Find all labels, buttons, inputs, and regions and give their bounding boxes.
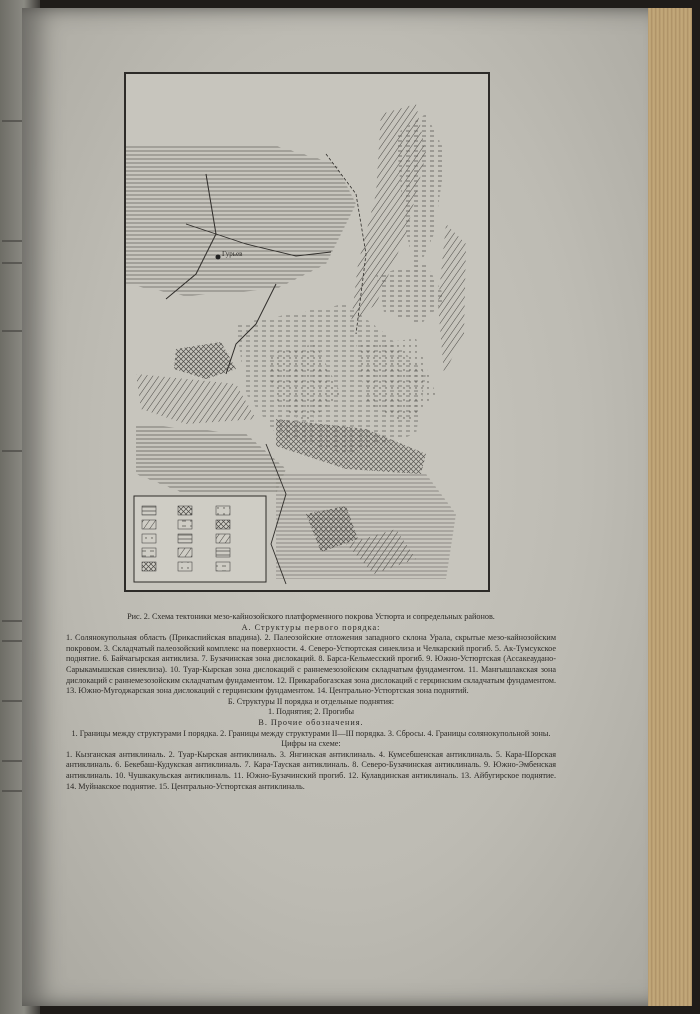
figure-caption <box>66 612 556 792</box>
caption-title: Рис. 2. Схема тектоники мезо-кайнозойского платформенного покрова Устюрта и сопредельных районов. <box>127 612 495 621</box>
tectonic-map-figure <box>124 72 490 592</box>
map-town-label: Гурьев <box>222 250 243 258</box>
digits-heading: Цифры на схеме: <box>281 739 341 749</box>
section-a-heading: А. Структуры первого порядка: <box>241 622 381 632</box>
section-b-text: 1. Поднятия; 2. Прогибы <box>267 707 354 717</box>
tectonic-map-drawing <box>126 74 488 590</box>
section-c-text: 1. Границы между структурами I порядка. 2. Границы между структурами II—III порядка. 3. Сбросы. 4. Границы солянокупольной зоны. <box>71 728 551 738</box>
section-b-heading: Б. Структуры II порядка и отдельные поднятия: <box>227 696 395 706</box>
page-stack-edge <box>648 8 692 1006</box>
section-c-heading: В. Прочие обозначения. <box>258 717 364 727</box>
digits-text: 1. Кызганская антиклиналь. 2. Туар-Кырская антиклиналь. 3. Янгинская антиклиналь. 4. Кумсебшенская антиклиналь. 5. Кара-Шорская антиклиналь. 6. Бекебаш-Кудукская антиклиналь. 7. Кара-Тауская антиклиналь. 8. Северо-Бузачинская антиклиналь. 9. Южно-Эмбенская антиклиналь. 10. Чушкакульская антиклиналь. 11. Южно-Бузачинский прогиб. 12. Кулавдинская антиклиналь. 13. Айбугирское поднятие. 14. Муйнакское поднятие. 15. Центрально-Устюртская антиклиналь. <box>66 749 556 791</box>
section-a-text: 1. Солянокупольная область (Прикаспийская впадина). 2. Палеозойские отложения западного склона Урала, скрытые мезо-кайнозойским покровом. 3. Складчатый палеозойский комплекс на поверхности. 4. Северо-Устюртская синеклиза и Челкарский прогиб. 5. Ак-Тумсукское поднятие. 6. Байчагырская антиклиза. 7. Бузачинская зона дислокаций. 8. Барса-Кельмесский прогиб. 9. Южно-Устюртская (Ассакеаудано-Сарыкамышская синеклиза). 10. Туар-Кырская зона дислокаций с раннемезозойским складчатым фундаментом. 11. Мангышлакская зона дислокаций с раннемезозойским складчатым фундаментом. 12. Прикарабогазская зона дислокаций с герцинским складчатым фундаментом. 13. Южно-Мугоджарская зона дислокаций с герцинским фундаментом. 14. Центрально-Устюртская зона поднятий. <box>66 633 556 696</box>
